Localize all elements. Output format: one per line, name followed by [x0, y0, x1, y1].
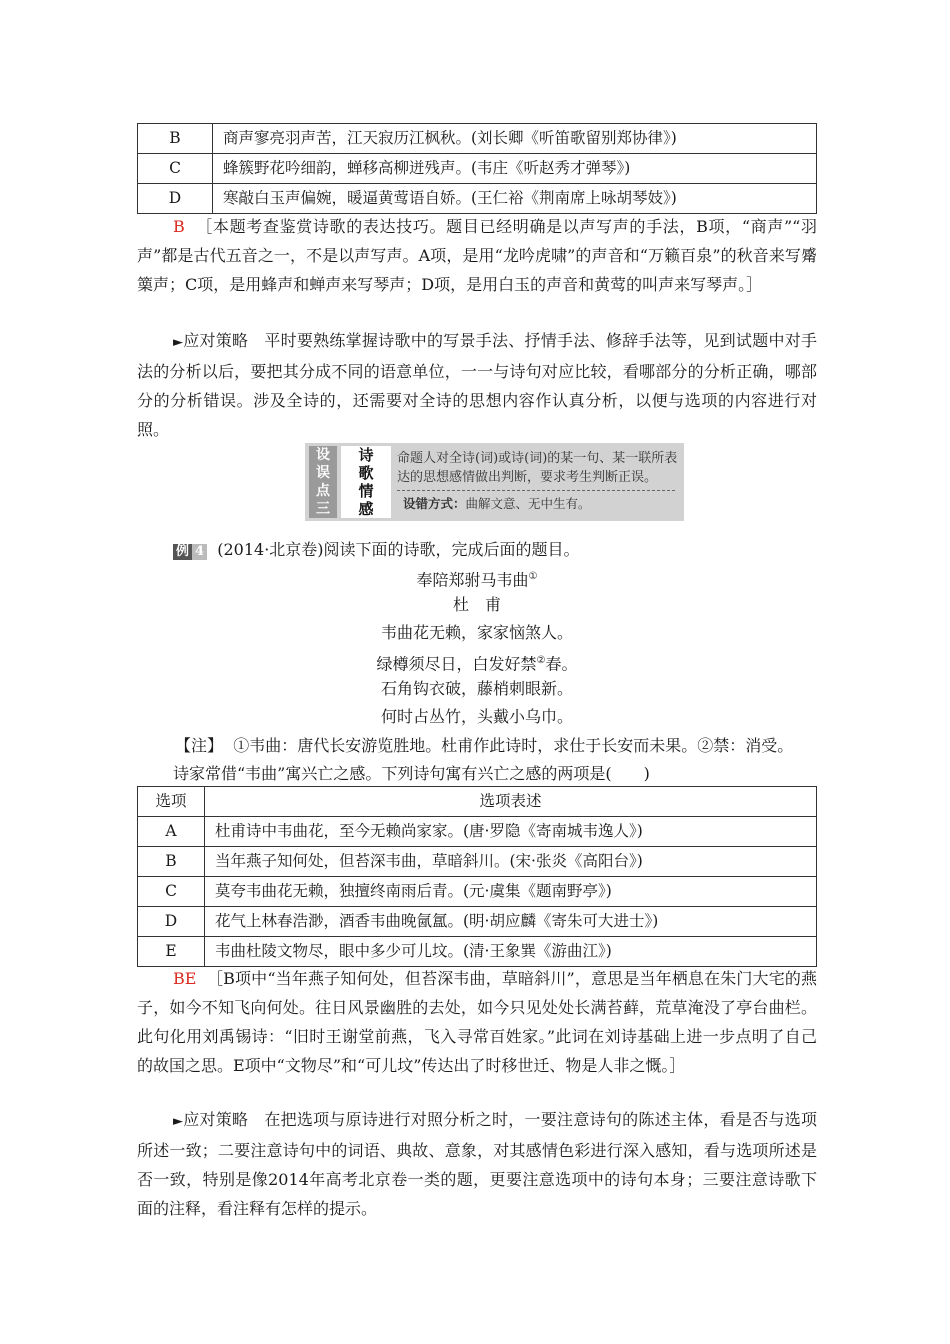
banner-mode: [397, 494, 679, 513]
banner-mode-label: 设错方式：: [403, 496, 466, 511]
table-row: [138, 817, 817, 847]
triangle-icon: ►: [173, 335, 183, 350]
banner-topic: [341, 446, 391, 518]
banner-topic-char: 诗: [358, 446, 374, 464]
banner-tag-char: 误: [316, 465, 330, 481]
example-text: (2014·北京卷)阅读下面的诗歌，完成后面的题目。: [217, 540, 580, 559]
top-options-table: [137, 123, 817, 214]
option-key: D: [138, 907, 205, 937]
answer-explanation-1: [137, 212, 817, 299]
strategy-label: 应对策略: [183, 1110, 249, 1129]
column-header: 选项: [138, 787, 205, 817]
note-text: ①韦曲：唐代长安游览胜地。杜甫作此诗时，求仕于长安而未果。②禁：消受。: [233, 736, 794, 755]
strategy-text: 平时要熟练掌握诗歌中的写景手法、抒情手法、修辞手法等，见到试题中对手法的分析以后，要把其分成不同的语意单位，一一与诗句对应比较，看哪部分的分析正确，哪部分的分析错误。涉及全诗的，还需要对全诗的思想内容作认真分析，以便与选项的内容进行对照。: [137, 331, 817, 439]
option-text: 当年燕子知何处，但苔深韦曲，草暗斜川。(宋·张炎《高阳台》): [205, 847, 817, 877]
option-text: 杜甫诗中韦曲花，至今无赖尚家家。(唐·罗隐《寄南城韦逸人》): [205, 817, 817, 847]
poem-author: 杜 甫: [452, 595, 501, 614]
table-header-row: [138, 787, 817, 817]
option-key: C: [138, 877, 205, 907]
strategy-paragraph-2: [137, 1105, 817, 1223]
poem-title-text: 奉陪郑驸马韦曲: [416, 570, 529, 590]
table-row: [138, 154, 817, 184]
option-key: D: [138, 184, 213, 214]
option-text: 花气上林春浩渺，酒香韦曲晚氤氲。(明·胡应麟《寄朱可大进士》): [205, 907, 817, 937]
poem-line-tail: 春。: [545, 654, 578, 674]
strategy-text: 在把选项与原诗进行对照分析之时，一要注意诗句的陈述主体，看是否与选项所述一致；二要注意诗句中的词语、典故、意象，对其感情色彩进行深入感知，看与选项所述是否一致，特别是像2014年高考北京卷一类的题，更要注意选项中的诗句本身；三要注意诗歌下面的注释，看注释有怎样的提示。: [137, 1110, 817, 1218]
option-text: 韦曲杜陵文物尽，眼中多少可儿坟。(清·王象巽《游曲江》): [205, 937, 817, 967]
option-text: 寒敲白玉声偏婉，暖逼黄莺语自娇。(王仁裕《荆南席上咏胡琴妓》): [213, 184, 817, 214]
banner-desc-text: 命题人对全诗(词)或诗(词)的某一句、某一联所表达的思想感情做出判断，要求考生判断正误。: [397, 451, 678, 485]
poem-title-note: ①: [528, 571, 538, 582]
example-line: [137, 535, 817, 564]
option-text: 莫夸韦曲花无赖，独擅终南雨后青。(元·虞集《题南野亭》): [205, 877, 817, 907]
banner-tag-char: 三: [316, 501, 330, 517]
error-point-banner: [305, 443, 684, 521]
column-header: 选项表述: [205, 787, 817, 817]
answer-text: ［B项中“当年燕子知何处，但苔深韦曲，草暗斜川”，意思是当年栖息在朱门大宅的燕子，如今不知飞向何处。往日风景幽胜的去处，如今只见处处长满苔藓，荒草淹没了亭台曲栏。此句化用刘禹锡诗：“旧时王谢堂前燕，飞入寻常百姓家。”此词在刘诗基础上进一步点明了自己的故国之思。E项中“文物尽”和“可儿坟”传达出了时移世迁、物是人非之慨。］: [137, 969, 818, 1075]
options-table: [137, 786, 817, 967]
option-key: B: [138, 847, 205, 877]
banner-mode-text: 曲解文意、无中生有。: [465, 496, 591, 511]
strategy-paragraph-1: [137, 326, 817, 444]
answer-key: B: [173, 217, 185, 236]
question-text: [137, 759, 817, 788]
option-text: 商声寥亮羽声苦，江天寂历江枫秋。(刘长卿《听笛歌留别郑协律》): [213, 124, 817, 154]
table-row: [138, 907, 817, 937]
banner-topic-char: 感: [358, 500, 374, 518]
banner-tag-char: 设: [316, 447, 330, 463]
poem-line: 韦曲花无赖，家家恼煞人。: [380, 623, 573, 642]
answer-key: BE: [173, 969, 197, 988]
example-badge: 例: [173, 544, 192, 560]
banner-topic-char: 情: [358, 482, 374, 500]
table-row: [138, 184, 817, 214]
banner-description: [397, 449, 679, 513]
option-key: C: [138, 154, 213, 184]
option-key: A: [138, 817, 205, 847]
poem-line: 何时占丛竹，头戴小乌巾。: [380, 707, 573, 726]
strategy-label: 应对策略: [183, 331, 249, 350]
poem-line-text: 绿樽须尽日，白发好禁: [376, 654, 537, 674]
question-content: 诗家常借“韦曲”寓兴亡之感。下列诗句寓有兴亡之感的两项是( ): [173, 764, 650, 783]
option-key: E: [138, 937, 205, 967]
poem-line-note: ②: [536, 655, 546, 666]
poem-note: [137, 731, 837, 760]
option-key: B: [138, 124, 213, 154]
table-row: [138, 877, 817, 907]
answer-text: ［本题考查鉴赏诗歌的表达技巧。题目已经明确是以声写声的手法，B项，“商声”“羽声”都是古代五音之一，不是以声写声。A项，是用“龙吟虎啸”的声音和“万籁百泉”的秋音来写觱篥声；C项，是用蜂声和蝉声来写琴声；D项，是用白玉的声音和黄莺的叫声来写琴声。］: [137, 217, 817, 294]
note-label: 【注】: [175, 736, 224, 755]
example-number: 4: [192, 544, 207, 560]
table-row: [138, 847, 817, 877]
table-row: [138, 124, 817, 154]
banner-topic-char: 歌: [358, 464, 374, 482]
poem-line: 石角钩衣破，藤梢刺眼新。: [380, 679, 573, 698]
option-text: 蜂簇野花吟细韵，蝉移高柳迸残声。(韦庄《听赵秀才弹琴》): [213, 154, 817, 184]
triangle-icon: ►: [173, 1114, 183, 1129]
banner-divider: [397, 490, 675, 491]
answer-explanation-2: [137, 964, 817, 1080]
banner-tag: [309, 446, 337, 518]
banner-tag-char: 点: [316, 483, 330, 499]
table-row: [138, 937, 817, 967]
